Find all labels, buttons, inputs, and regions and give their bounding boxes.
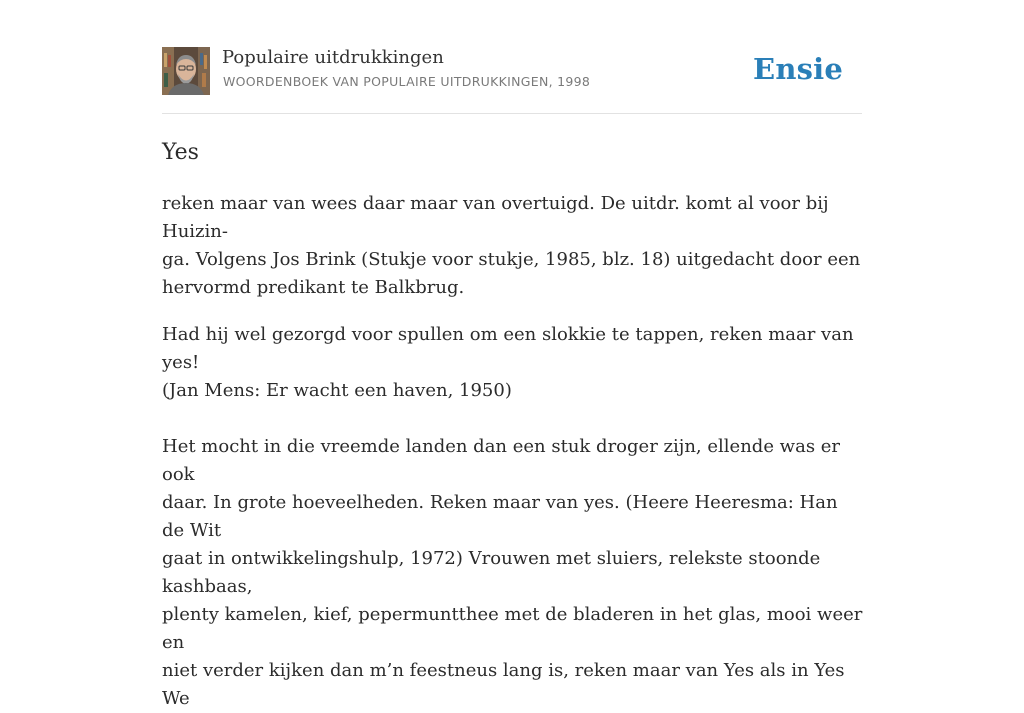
text-line: Had hij wel gezorgd voor spullen om een slokkie te tappen, reken maar van yes! — [162, 324, 854, 373]
source-title[interactable]: Populaire uitdrukkingen — [222, 47, 444, 68]
text-line: Het mocht in die vreemde landen dan een stuk droger zijn, ellende was er ook — [162, 436, 841, 485]
text-line: niet verder kijken dan m’n feestneus lang is, reken maar van Yes als in Yes We — [162, 660, 845, 709]
text-line: (Jan Mens: Er wacht een haven, 1950) — [162, 380, 512, 401]
text-line: gaat in ontwikkelingshulp, 1972) Vrouwen met sluiers, relekste stoonde kashbaas, — [162, 548, 821, 597]
quote-paragraph — [162, 433, 864, 713]
text-line: daar. In grote hoeveelheden. Reken maar van yes. (Heere Heeresma: Han de Wit — [162, 492, 838, 541]
text-line: plenty kamelen, kief, pepermuntthee met de bladeren in het glas, mooi weer en — [162, 604, 863, 653]
text-line: ga. Volgens Jos Brink (Stukje voor stukje, 1985, blz. 18) uitgedacht door een — [162, 249, 861, 270]
entry-body — [162, 190, 864, 713]
text-line: reken maar van wees daar maar van overtuigd. De uitdr. komt al voor bij Huizin- — [162, 193, 829, 242]
definition-paragraph — [162, 190, 864, 302]
text-line: hervormd predikant te Balkbrug. — [162, 277, 465, 298]
source-subtitle: WOORDENBOEK VAN POPULAIRE UITDRUKKINGEN, 1998 — [223, 74, 591, 89]
entry-title: Yes — [162, 140, 199, 165]
header-divider — [162, 113, 862, 114]
author-portrait-icon — [162, 47, 210, 95]
source-header — [162, 46, 862, 96]
quote-paragraph — [162, 321, 864, 405]
ensie-logo[interactable]: Ensie — [753, 52, 843, 86]
page — [162, 0, 863, 709]
avatar[interactable] — [162, 47, 210, 95]
